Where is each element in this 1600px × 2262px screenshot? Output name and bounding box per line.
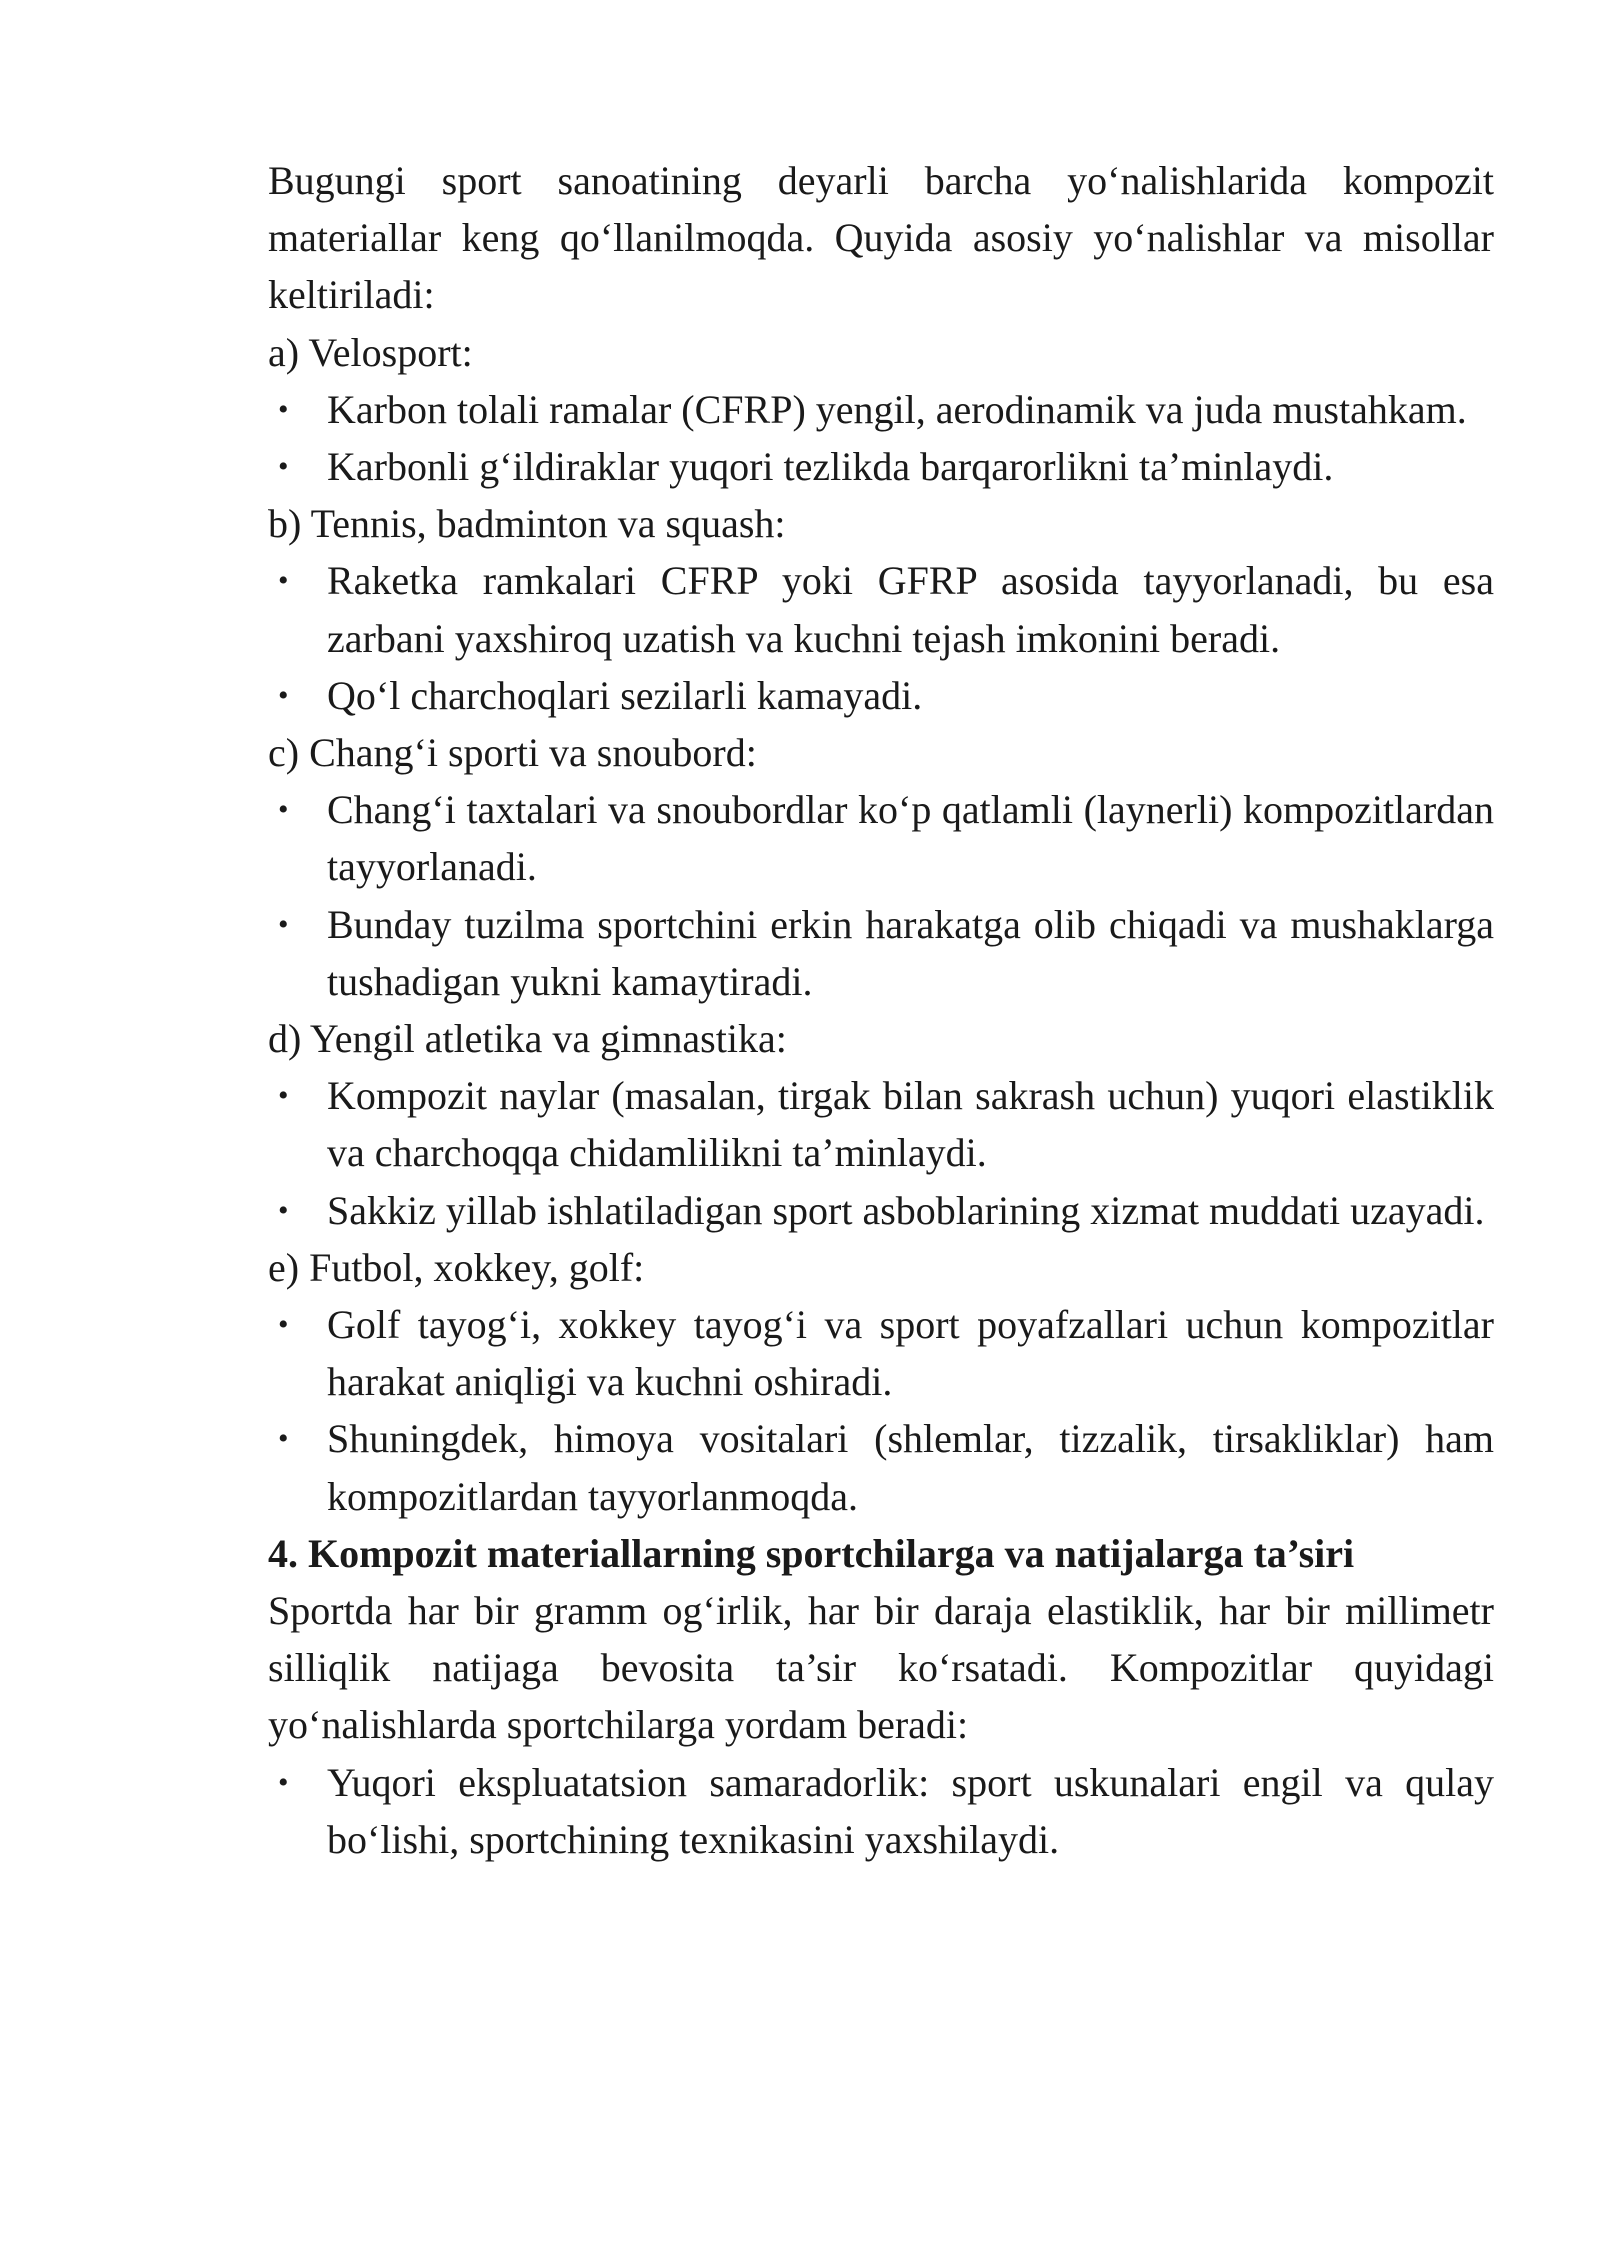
list-item [268,781,1494,895]
bullet-icon: • [278,392,289,426]
bullet-icon: • [278,564,289,598]
bullet-icon: • [278,907,289,941]
section-title-a: a) Velosport: [268,329,473,375]
list-item-text: Kompozit naylar (masalan, tirgak bilan sakrash uchun) yuqori elastiklik va charchoqqa chidamlilikni ta’minlaydi. [327,1073,1494,1176]
bullet-icon: • [278,678,289,712]
list-item-text: Karbon tolali ramalar (CFRP) yengil, aerodinamik va juda mustahkam. [327,386,1467,432]
list-item [268,1067,1494,1181]
list-item [268,1182,1494,1239]
bullet-list-e [268,1296,1494,1525]
list-item-text: Sakkiz yillab ishlatiladigan sport asboblarining xizmat muddati uzayadi. [327,1187,1485,1233]
list-item [268,438,1494,495]
section-title-d: d) Yengil atletika va gimnastika: [268,1016,787,1062]
intro-paragraph: Bugungi sport sanoatining deyarli barcha yo‘nalishlarida kompozit materiallar keng qo‘llanilmoqda. Quyida asosiy yo‘nalishlar va misollar keltiriladi: [268,158,1494,318]
bullet-icon: • [278,1765,289,1799]
list-item-text: Karbonli g‘ildiraklar yuqori tezlikda barqarorlikni ta’minlaydi. [327,444,1334,490]
list-item [268,1754,1494,1868]
section-title-c: c) Chang‘i sporti va snoubord: [268,730,757,776]
list-item-text: Chang‘i taxtalari va snoubordlar ko‘p qatlamli (laynerli) kompozitlardan tayyorlanadi. [327,787,1494,890]
list-item-text: Bunday tuzilma sportchini erkin harakatga olib chiqadi va mushaklarga tushadigan yukni kamaytiradi. [327,901,1494,1004]
list-item-text: Qo‘l charchoqlari sezilarli kamayadi. [327,672,923,718]
list-item [268,1296,1494,1410]
bullet-icon: • [278,1079,289,1113]
list-item-text: Yuqori ekspluatatsion samaradorlik: sport uskunalari engil va qulay bo‘lishi, sportchining texnikasini yaxshilaydi. [327,1759,1494,1862]
list-item [268,552,1494,666]
list-item [268,381,1494,438]
section-title-b: b) Tennis, badminton va squash: [268,501,786,547]
document-page [268,152,1494,1868]
bullet-list-d [268,1067,1494,1239]
bullet-list-c [268,781,1494,1010]
section-heading: 4. Kompozit materiallarning sportchilarga va natijalarga ta’siri [268,1530,1355,1576]
bullet-icon: • [278,1422,289,1456]
body-paragraph: Sportda har bir gramm og‘irlik, har bir daraja elastiklik, har bir millimetr silliqlik natijaga bevosita ta’sir ko‘rsatadi. Kompozitlar quyidagi yo‘nalishlarda sportchilarga yordam beradi: [268,1588,1494,1748]
list-item-text: Shuningdek, himoya vositalari (shlemlar, tizzalik, tirsakliklar) ham kompozitlardan tayyorlanmoqda. [327,1416,1494,1519]
list-item-text: Golf tayog‘i, xokkey tayog‘i va sport poyafzallari uchun kompozitlar harakat aniqligi va kuchni oshiradi. [327,1302,1494,1405]
bullet-list-b [268,552,1494,724]
bullet-icon: • [278,1308,289,1342]
bullet-icon: • [278,1193,289,1227]
bullet-list-final [268,1754,1494,1868]
bullet-icon: • [278,793,289,827]
bullet-icon: • [278,450,289,484]
section-title-e: e) Futbol, xokkey, golf: [268,1244,645,1290]
list-item-text: Raketka ramkalari CFRP yoki GFRP asosida tayyorlanadi, bu esa zarbani yaxshiroq uzatish va kuchni tejash imkonini beradi. [327,558,1494,661]
bullet-list-a [268,381,1494,495]
list-item [268,667,1494,724]
list-item [268,1410,1494,1524]
list-item [268,896,1494,1010]
